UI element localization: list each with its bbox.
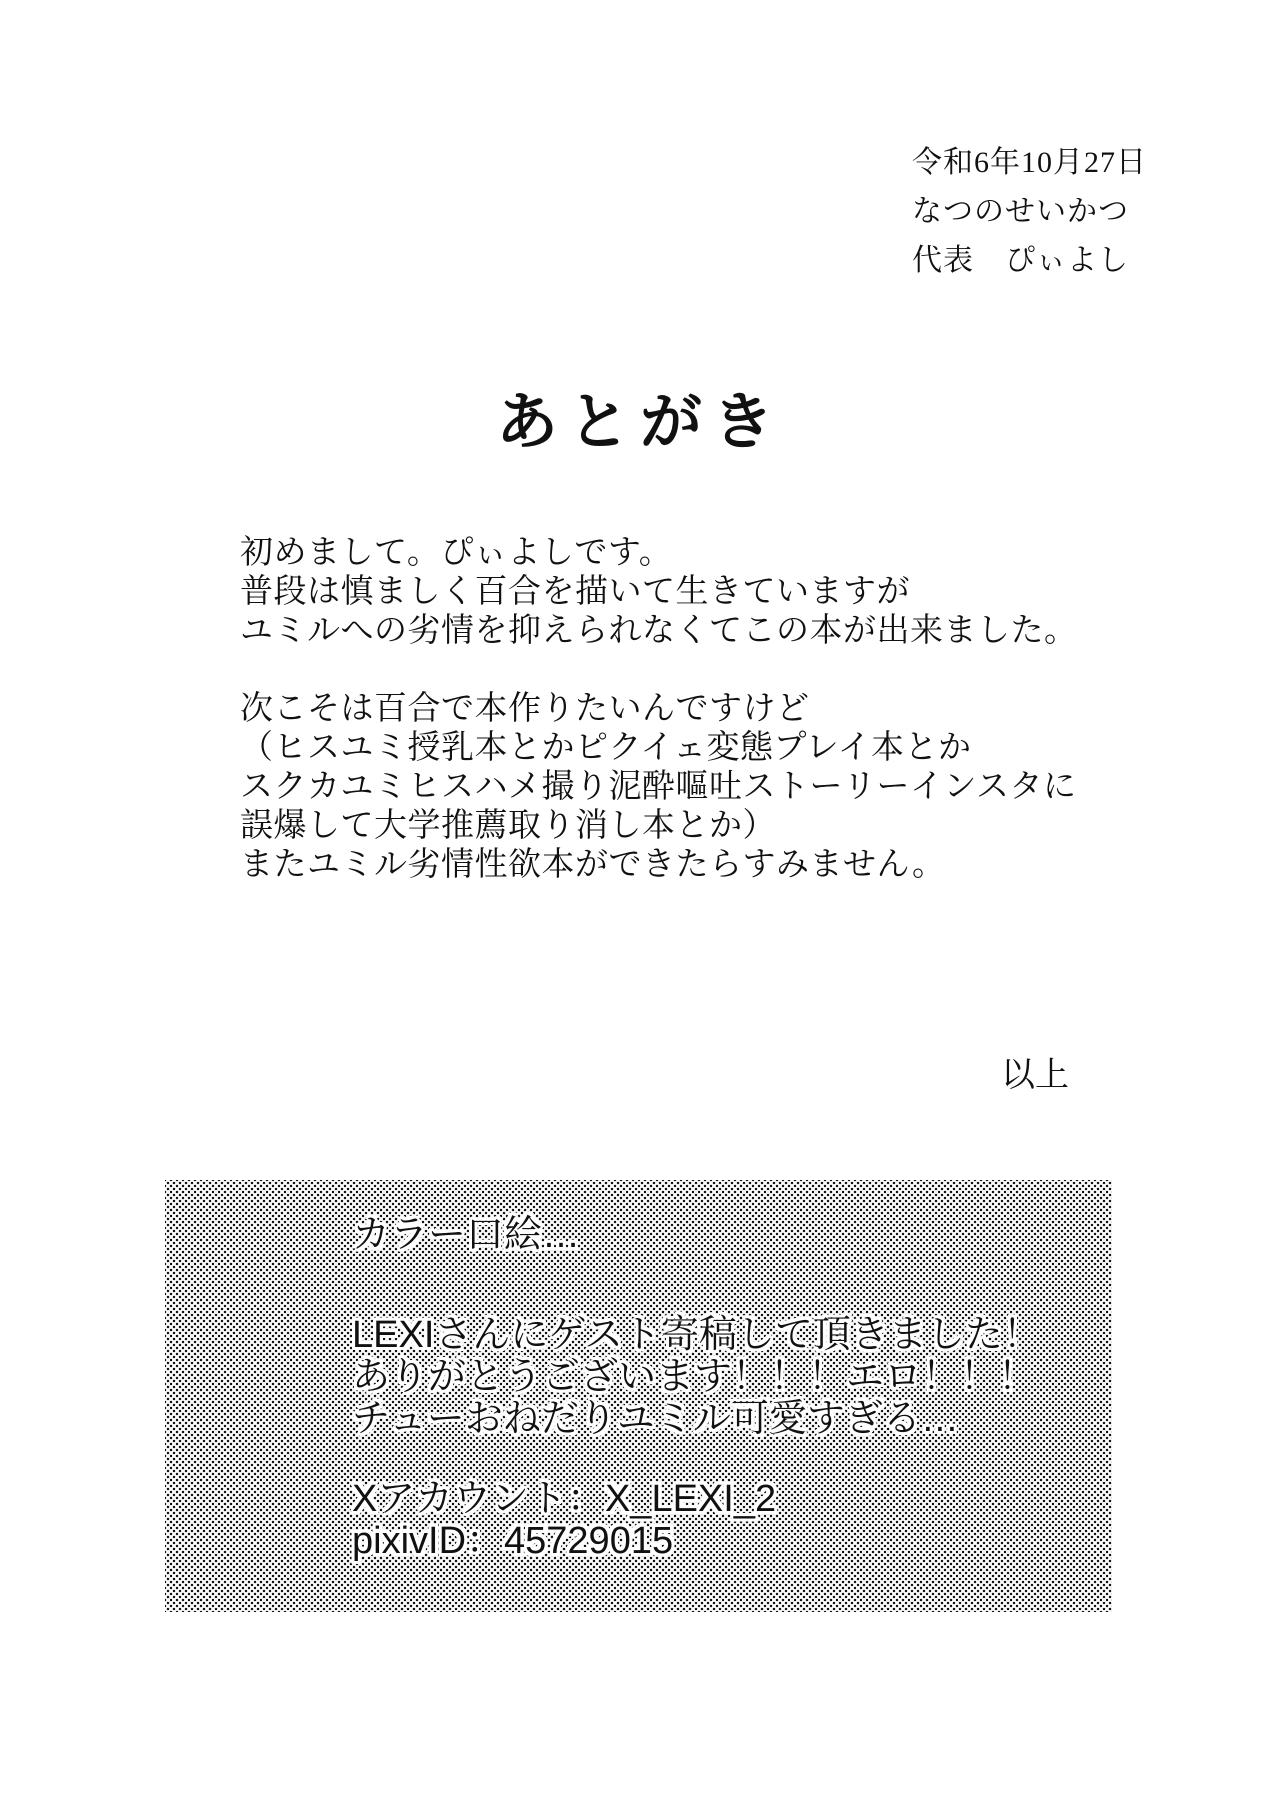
body-line: ユミルへの劣情を抑えられなくてこの本が出来ました。: [240, 613, 1078, 649]
body-line: 次こそは百合で本作りたいんですけど: [240, 691, 810, 727]
guest-box-line: LEXIさんにゲスト寄稿して頂きました！: [352, 1314, 1041, 1356]
colophon-block: [912, 138, 1147, 285]
colophon-date: 令和6年10月27日: [912, 146, 1147, 179]
guest-account-block: [352, 1478, 1112, 1562]
afterword-body: [240, 534, 1078, 885]
pixiv-id-line: pixivID：45729015: [352, 1520, 674, 1562]
body-line: 普段は慎ましく百合を描いて生きていますが: [240, 574, 910, 610]
body-line: 誤爆して大学推薦取り消し本とか）: [240, 808, 776, 844]
guest-credit-box: [165, 1180, 1112, 1612]
colophon-representative: 代表 ぴぃよし: [912, 244, 1129, 277]
colophon-circle-name: なつのせいかつ: [912, 195, 1129, 228]
x-account-line: Xアカウント：X_LEXI_2: [352, 1478, 777, 1520]
guest-box-line: ありがとうございます！！！エロ！！！: [352, 1356, 1037, 1398]
guest-credit-content: [352, 1214, 1112, 1562]
body-line: スクカユミヒスハメ撮り泥酔嘔吐ストーリーインスタに: [240, 769, 1077, 805]
body-paragraph-2: [240, 690, 1078, 885]
body-line: （ヒスユミ授乳本とかピクイェ変態プレイ本とか: [240, 730, 972, 766]
guest-box-heading: カラー口絵…: [352, 1214, 581, 1256]
body-paragraph-1: [240, 534, 1078, 651]
body-line: またユミル劣情性欲本ができたらすみません。: [240, 847, 946, 883]
closing-text: 以上: [1001, 1057, 1069, 1094]
guest-box-line: チューおねだりユミル可愛すぎる…: [352, 1398, 959, 1440]
body-line: 初めまして。ぴぃよしです。: [240, 535, 673, 571]
page-title: あとがき: [495, 389, 784, 457]
